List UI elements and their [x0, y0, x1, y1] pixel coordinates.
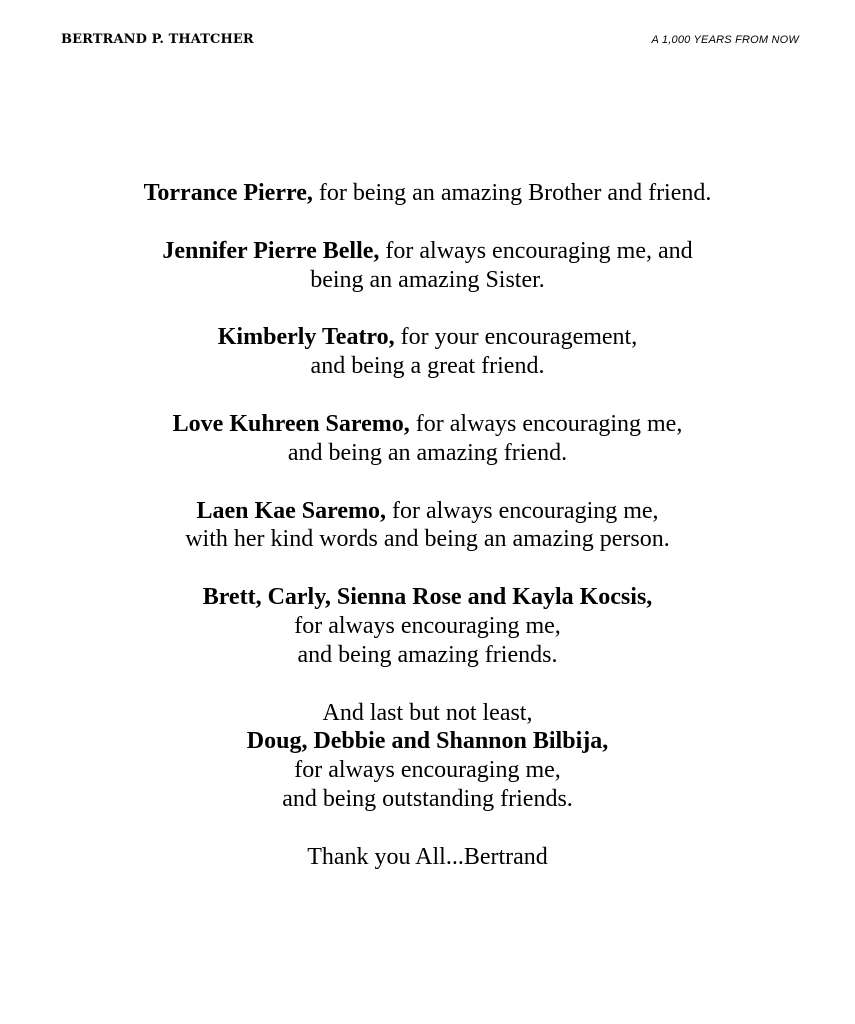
signoff — [0, 843, 855, 872]
acknowledgement-line — [0, 237, 855, 266]
acknowledged-name: Torrance Pierre, — [143, 180, 313, 206]
acknowledgement-text: for your encouragement, — [394, 324, 638, 351]
acknowledgement-line — [0, 179, 855, 208]
acknowledgement-text: and being an amazing friend. — [287, 439, 568, 466]
acknowledgement-text: and being a great friend. — [310, 353, 545, 380]
acknowledgement-line — [0, 323, 855, 352]
acknowledgement-text: with her kind words and being an amazing person. — [185, 526, 670, 553]
closing-intro: And last but not least, — [322, 699, 533, 726]
acknowledgement-text: and being amazing friends. — [297, 641, 558, 668]
acknowledgement-text: for always encouraging me, — [385, 497, 659, 524]
acknowledgement-text: being an amazing Sister. — [310, 266, 545, 293]
acknowledged-name: Brett, Carly, Sienna Rose and Kayla Kocsis, — [202, 584, 653, 611]
acknowledgement-bilbija — [0, 699, 855, 814]
acknowledgement-love-kuhreen — [0, 410, 855, 468]
acknowledged-name: Laen Kae Saremo, — [196, 497, 386, 524]
acknowledgement-text: for always encouraging me, — [409, 410, 683, 437]
acknowledged-name: Kimberly Teatro, — [217, 324, 395, 351]
acknowledgement-jennifer — [0, 237, 855, 295]
acknowledged-name: Love Kuhreen Saremo, — [172, 410, 410, 437]
book-title: A 1,000 YEARS FROM NOW — [651, 34, 799, 46]
acknowledgement-text: and being outstanding friends. — [282, 785, 573, 812]
author-name: BERTRAND P. THATCHER — [61, 32, 254, 47]
acknowledgement-line — [0, 497, 855, 526]
acknowledgement-text: for always encouraging me, and — [379, 237, 693, 264]
acknowledgement-text: for always encouraging me, — [294, 757, 561, 784]
acknowledgement-text: for being an amazing Brother and friend. — [312, 180, 712, 206]
acknowledged-name: Jennifer Pierre Belle, — [162, 237, 380, 264]
acknowledgement-kimberly — [0, 323, 855, 381]
acknowledgements-body — [0, 179, 855, 901]
acknowledgement-kocsis — [0, 583, 855, 669]
acknowledgement-laen-kae — [0, 497, 855, 555]
signoff-text: Thank you All...Bertrand — [307, 843, 548, 870]
acknowledged-name: Doug, Debbie and Shannon Bilbija, — [246, 728, 609, 755]
running-header — [0, 32, 855, 52]
acknowledgement-torrance — [0, 179, 855, 208]
acknowledgement-line — [0, 410, 855, 439]
acknowledgement-text: for always encouraging me, — [294, 612, 561, 639]
